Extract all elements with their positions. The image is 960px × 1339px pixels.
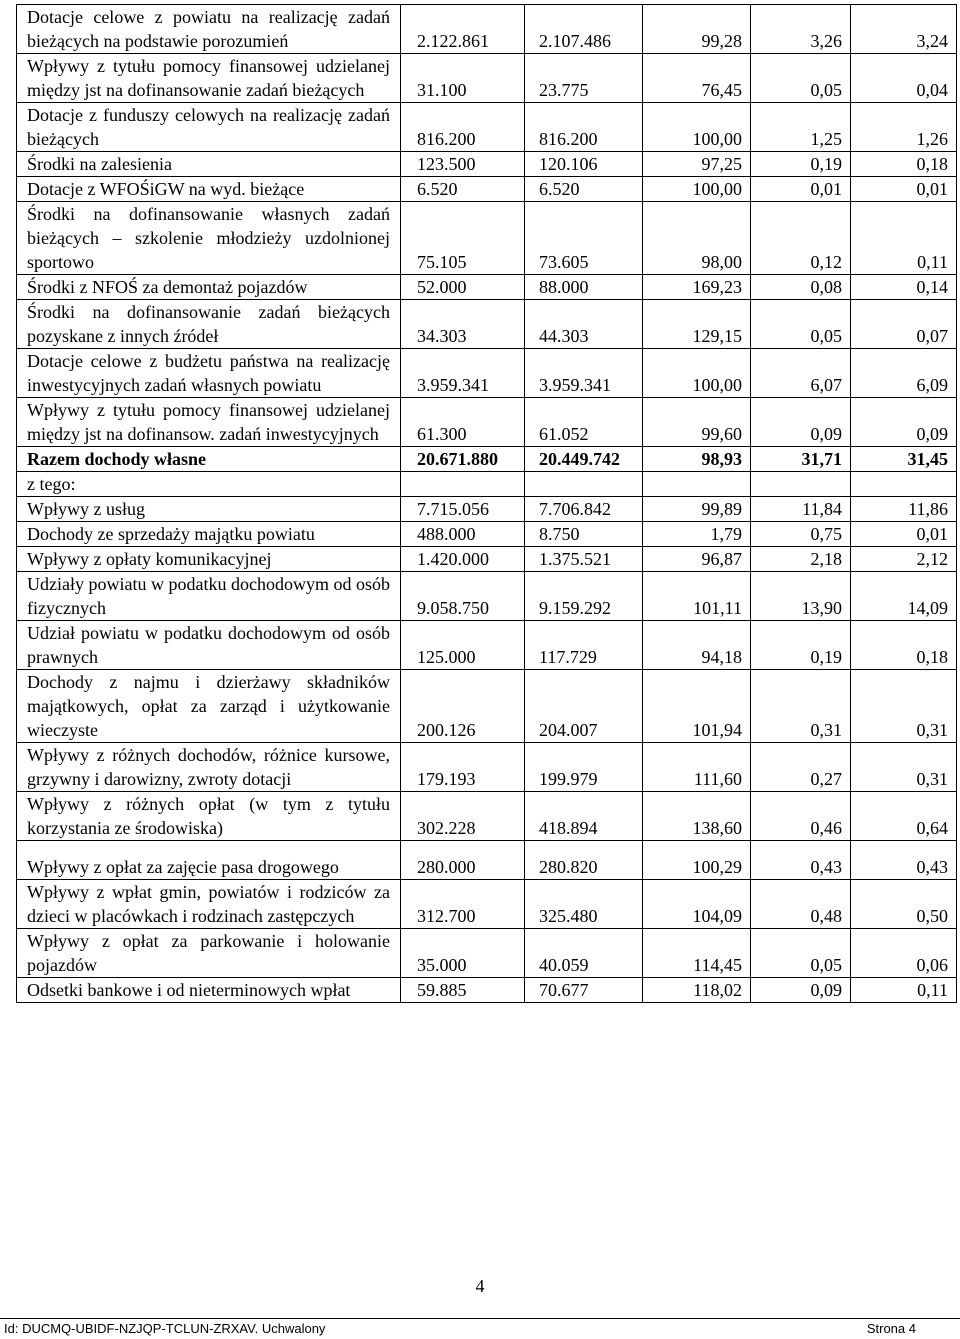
row-value-col1: 31.100: [401, 54, 525, 103]
table-row: [17, 54, 957, 103]
row-value-col5: 14,09: [851, 572, 957, 621]
footer-document-id: Id: DUCMQ-UBIDF-NZJQP-TCLUN-ZRXAV. Uchwalony: [4, 1321, 326, 1336]
table-row: [17, 978, 957, 1003]
row-description: Dotacje z WFOŚiGW na wyd. bieżące: [17, 177, 401, 202]
revenue-table: [16, 4, 957, 1003]
row-value-col3: 100,00: [643, 103, 751, 152]
row-value-col2: 1.375.521: [525, 547, 643, 572]
row-value-col1: 123.500: [401, 152, 525, 177]
row-value-col1: 20.671.880: [401, 447, 525, 472]
footer-divider: [0, 1318, 960, 1319]
row-value-col3: 100,00: [643, 177, 751, 202]
row-value-col3: 99,89: [643, 497, 751, 522]
row-value-col2: 7.706.842: [525, 497, 643, 522]
table-row: [17, 497, 957, 522]
row-value-col4: 0,19: [751, 621, 851, 670]
row-value-col5: 31,45: [851, 447, 957, 472]
row-value-col4: 0,19: [751, 152, 851, 177]
table-row: [17, 152, 957, 177]
table-row: [17, 841, 957, 880]
row-value-col4: 11,84: [751, 497, 851, 522]
row-value-col5: 0,31: [851, 743, 957, 792]
row-value-col5: [851, 472, 957, 497]
row-value-col1: 35.000: [401, 929, 525, 978]
row-description: Wpływy z opłat za zajęcie pasa drogowego: [17, 841, 401, 880]
table-row: [17, 398, 957, 447]
row-description: Wpływy z tytułu pomocy finansowej udzielanej między jst na dofinansowanie zadań bieżących: [17, 54, 401, 103]
table-row: [17, 472, 957, 497]
page-number: 4: [475, 1276, 485, 1296]
table-row: [17, 929, 957, 978]
row-description: Dotacje celowe z budżetu państwa na realizację inwestycyjnych zadań własnych powiatu: [17, 349, 401, 398]
row-value-col2: 280.820: [525, 841, 643, 880]
row-value-col5: 0,06: [851, 929, 957, 978]
row-value-col4: 0,43: [751, 841, 851, 880]
table-row: [17, 349, 957, 398]
row-value-col4: 0,05: [751, 54, 851, 103]
row-value-col3: 129,15: [643, 300, 751, 349]
row-value-col1: 6.520: [401, 177, 525, 202]
row-value-col3: 99,28: [643, 5, 751, 54]
row-value-col1: 59.885: [401, 978, 525, 1003]
row-value-col3: 138,60: [643, 792, 751, 841]
row-value-col4: 0,48: [751, 880, 851, 929]
row-value-col3: 114,45: [643, 929, 751, 978]
row-value-col5: 0,64: [851, 792, 957, 841]
row-value-col2: 3.959.341: [525, 349, 643, 398]
row-description: Dotacje z funduszy celowych na realizację zadań bieżących: [17, 103, 401, 152]
row-value-col1: 3.959.341: [401, 349, 525, 398]
table-row: [17, 880, 957, 929]
row-description: Środki na zalesienia: [17, 152, 401, 177]
row-value-col5: 0,01: [851, 522, 957, 547]
row-value-col3: 104,09: [643, 880, 751, 929]
row-value-col4: 0,75: [751, 522, 851, 547]
row-value-col3: 97,25: [643, 152, 751, 177]
row-description: Wpływy z różnych dochodów, różnice kursowe, grzywny i darowizny, zwroty dotacji: [17, 743, 401, 792]
row-value-col1: 312.700: [401, 880, 525, 929]
table-row: [17, 5, 957, 54]
row-description: Środki z NFOŚ za demontaż pojazdów: [17, 275, 401, 300]
row-description: Razem dochody własne: [17, 447, 401, 472]
table-row: [17, 447, 957, 472]
row-value-col2: 61.052: [525, 398, 643, 447]
row-value-col1: 7.715.056: [401, 497, 525, 522]
row-value-col2: 6.520: [525, 177, 643, 202]
row-value-col2: 23.775: [525, 54, 643, 103]
row-value-col2: 20.449.742: [525, 447, 643, 472]
row-value-col1: 9.058.750: [401, 572, 525, 621]
row-value-col2: 44.303: [525, 300, 643, 349]
row-description: Wpływy z tytułu pomocy finansowej udzielanej między jst na dofinansow. zadań inwestycyjnych: [17, 398, 401, 447]
table-row: [17, 670, 957, 743]
row-description: Wpływy z wpłat gmin, powiatów i rodziców za dzieci w placówkach i rodzinach zastępczych: [17, 880, 401, 929]
row-value-col3: 96,87: [643, 547, 751, 572]
row-value-col4: 0,01: [751, 177, 851, 202]
row-value-col4: 31,71: [751, 447, 851, 472]
row-value-col2: 9.159.292: [525, 572, 643, 621]
row-value-col3: 98,93: [643, 447, 751, 472]
row-value-col5: 1,26: [851, 103, 957, 152]
row-value-col4: 0,09: [751, 978, 851, 1003]
row-value-col4: 0,46: [751, 792, 851, 841]
row-value-col5: 0,43: [851, 841, 957, 880]
table-body: [17, 5, 957, 1003]
row-value-col3: 169,23: [643, 275, 751, 300]
row-description: Dochody z najmu i dzierżawy składników majątkowych, opłat za zarząd i użytkowanie wieczyste: [17, 670, 401, 743]
row-value-col3: 100,00: [643, 349, 751, 398]
row-value-col5: 0,04: [851, 54, 957, 103]
row-value-col3: 1,79: [643, 522, 751, 547]
row-value-col1: [401, 472, 525, 497]
row-value-col1: 280.000: [401, 841, 525, 880]
table-row: [17, 103, 957, 152]
row-value-col4: 1,25: [751, 103, 851, 152]
row-value-col3: 98,00: [643, 202, 751, 275]
row-value-col2: 70.677: [525, 978, 643, 1003]
row-value-col4: 2,18: [751, 547, 851, 572]
row-value-col4: 6,07: [751, 349, 851, 398]
row-value-col5: 0,14: [851, 275, 957, 300]
row-value-col3: 94,18: [643, 621, 751, 670]
row-description: Środki na dofinansowanie zadań bieżących pozyskane z innych źródeł: [17, 300, 401, 349]
row-value-col4: 0,12: [751, 202, 851, 275]
table-row: [17, 202, 957, 275]
row-value-col1: 1.420.000: [401, 547, 525, 572]
row-description: Udział powiatu w podatku dochodowym od osób prawnych: [17, 621, 401, 670]
table-row: [17, 572, 957, 621]
row-value-col4: 0,08: [751, 275, 851, 300]
row-value-col1: 302.228: [401, 792, 525, 841]
row-value-col5: 0,01: [851, 177, 957, 202]
row-value-col5: 2,12: [851, 547, 957, 572]
row-value-col4: 0,09: [751, 398, 851, 447]
row-value-col3: [643, 472, 751, 497]
row-value-col1: 816.200: [401, 103, 525, 152]
row-value-col1: 75.105: [401, 202, 525, 275]
row-value-col3: 118,02: [643, 978, 751, 1003]
row-description: Odsetki bankowe i od nieterminowych wpłat: [17, 978, 401, 1003]
row-value-col4: 0,27: [751, 743, 851, 792]
row-value-col2: 816.200: [525, 103, 643, 152]
row-value-col5: 0,31: [851, 670, 957, 743]
row-value-col5: 0,07: [851, 300, 957, 349]
row-value-col1: 125.000: [401, 621, 525, 670]
table-row: [17, 547, 957, 572]
footer-page-label: Strona 4: [866, 1321, 916, 1336]
row-value-col2: [525, 472, 643, 497]
row-value-col5: 0,18: [851, 152, 957, 177]
table-row: [17, 743, 957, 792]
row-value-col3: 101,94: [643, 670, 751, 743]
row-value-col5: 6,09: [851, 349, 957, 398]
row-value-col4: 0,05: [751, 929, 851, 978]
row-value-col5: 3,24: [851, 5, 957, 54]
row-description: Wpływy z usług: [17, 497, 401, 522]
row-value-col2: 40.059: [525, 929, 643, 978]
row-value-col5: 0,09: [851, 398, 957, 447]
row-value-col5: 0,50: [851, 880, 957, 929]
table-row: [17, 621, 957, 670]
row-value-col3: 76,45: [643, 54, 751, 103]
row-value-col4: [751, 472, 851, 497]
row-value-col2: 120.106: [525, 152, 643, 177]
row-value-col5: 0,11: [851, 202, 957, 275]
row-value-col2: 8.750: [525, 522, 643, 547]
row-value-col1: 200.126: [401, 670, 525, 743]
row-value-col2: 73.605: [525, 202, 643, 275]
row-value-col4: 13,90: [751, 572, 851, 621]
table-row: [17, 792, 957, 841]
row-value-col2: 325.480: [525, 880, 643, 929]
row-value-col1: 179.193: [401, 743, 525, 792]
row-value-col2: 199.979: [525, 743, 643, 792]
row-value-col1: 52.000: [401, 275, 525, 300]
row-value-col2: 2.107.486: [525, 5, 643, 54]
row-value-col3: 101,11: [643, 572, 751, 621]
row-description: Wpływy z różnych opłat (w tym z tytułu korzystania ze środowiska): [17, 792, 401, 841]
row-description: Wpływy z opłat za parkowanie i holowanie pojazdów: [17, 929, 401, 978]
row-value-col1: 2.122.861: [401, 5, 525, 54]
row-value-col1: 61.300: [401, 398, 525, 447]
table-row: [17, 275, 957, 300]
row-value-col5: 11,86: [851, 497, 957, 522]
table-row: [17, 177, 957, 202]
row-description: Dotacje celowe z powiatu na realizację zadań bieżących na podstawie porozumień: [17, 5, 401, 54]
row-value-col3: 99,60: [643, 398, 751, 447]
row-description: Udziały powiatu w podatku dochodowym od osób fizycznych: [17, 572, 401, 621]
row-value-col3: 111,60: [643, 743, 751, 792]
row-value-col1: 488.000: [401, 522, 525, 547]
row-value-col2: 117.729: [525, 621, 643, 670]
row-value-col4: 0,31: [751, 670, 851, 743]
row-value-col1: 34.303: [401, 300, 525, 349]
row-description: Środki na dofinansowanie własnych zadań bieżących – szkolenie młodzieży uzdolnionej sportowo: [17, 202, 401, 275]
row-description: Dochody ze sprzedaży majątku powiatu: [17, 522, 401, 547]
row-description: z tego:: [17, 472, 401, 497]
row-value-col5: 0,11: [851, 978, 957, 1003]
row-value-col2: 204.007: [525, 670, 643, 743]
row-value-col3: 100,29: [643, 841, 751, 880]
table-row: [17, 522, 957, 547]
row-value-col4: 3,26: [751, 5, 851, 54]
row-value-col4: 0,05: [751, 300, 851, 349]
table-row: [17, 300, 957, 349]
row-description: Wpływy z opłaty komunikacyjnej: [17, 547, 401, 572]
row-value-col5: 0,18: [851, 621, 957, 670]
row-value-col2: 418.894: [525, 792, 643, 841]
row-value-col2: 88.000: [525, 275, 643, 300]
